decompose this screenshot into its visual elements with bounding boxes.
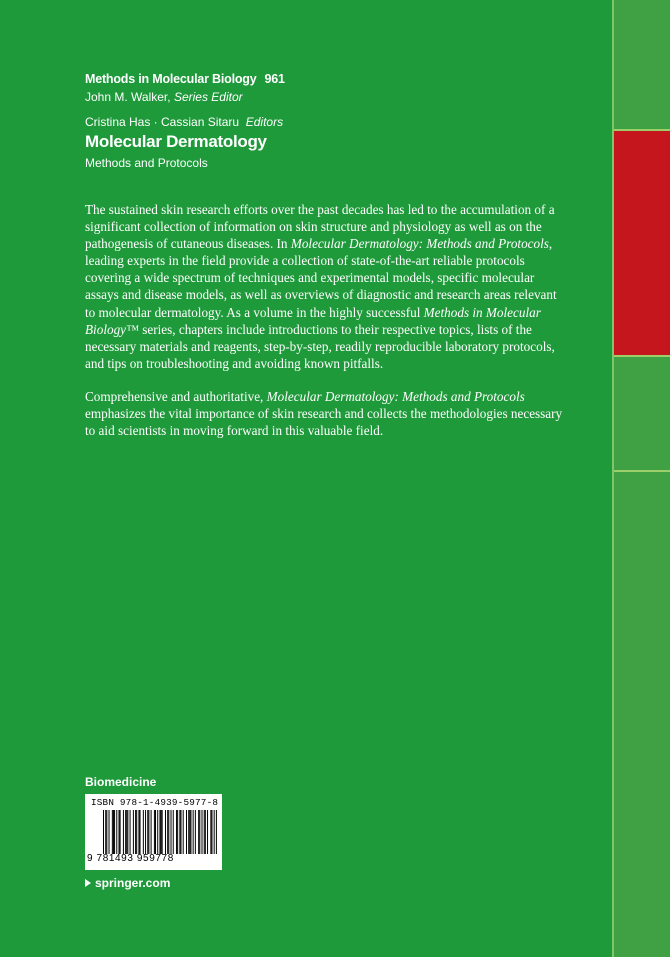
subject-category: Biomedicine xyxy=(85,775,157,789)
series-editor-role: Series Editor xyxy=(173,90,243,104)
series-title-ref: Methods in Molecular Biology™ xyxy=(85,304,541,337)
text-run: , leading experts in the field provide a collection of state-of-the-art reliable protocols covering a wide spectrum of techniques and experimental models, specific molecular assays and disease models, as well as overviews of diagnostic and research areas relevant to molecular dermatology. As a volume in the highly successful xyxy=(85,236,557,320)
barcode-bars xyxy=(103,810,217,854)
text-run: emphasizes the vital importance of skin research and collects the methodologies necessary to aid scientists in moving forward in this valuable field. xyxy=(85,406,563,439)
spine-red-band xyxy=(614,129,670,355)
editors-role: Editors xyxy=(245,115,284,129)
description-paragraph-1 xyxy=(85,201,565,372)
series-editor-line xyxy=(85,90,243,104)
book-title-ref: Molecular Dermatology: Methods and Protocols xyxy=(266,388,525,404)
isbn-label: ISBN 978-1-4939-5977-8 xyxy=(91,797,219,808)
text-run: Comprehensive and authoritative, xyxy=(85,388,267,404)
text-run: The sustained skin research efforts over the past decades has led to the accumulation of a significant collection of information on skin structure and physiology as well as on the pathogenesis of cutaneous diseases. In xyxy=(85,202,555,252)
book-editors xyxy=(85,115,283,129)
series-line xyxy=(85,72,285,86)
editors-names: Cristina Has · Cassian Sitaru xyxy=(85,115,240,129)
book-title-ref: Molecular Dermatology: Methods and Protocols xyxy=(290,236,549,252)
spine-rule-middle xyxy=(614,355,670,357)
description-paragraph-2 xyxy=(85,388,565,439)
book-title: Molecular Dermatology xyxy=(85,132,267,151)
series-volume: 961 xyxy=(264,72,285,86)
spine-rule-lower xyxy=(614,470,670,472)
spine-rule-top xyxy=(614,129,670,131)
description xyxy=(85,201,565,455)
arrow-right-icon xyxy=(85,879,91,887)
series-editor-name: John M. Walker, xyxy=(85,90,171,104)
book-subtitle: Methods and Protocols xyxy=(85,156,208,170)
text-run: series, chapters include introductions to their respective topics, lists of the necessary materials and reagents, step-by-step, readily reproducible laboratory protocols, and tips on troubleshooting and avoiding known pitfalls. xyxy=(85,321,555,371)
series-name: Methods in Molecular Biology xyxy=(85,72,257,86)
publisher-link[interactable] xyxy=(85,876,170,890)
isbn-barcode xyxy=(85,794,222,870)
publisher-url: springer.com xyxy=(95,876,171,890)
barcode-digits: 9 781493 959778 xyxy=(87,853,174,864)
